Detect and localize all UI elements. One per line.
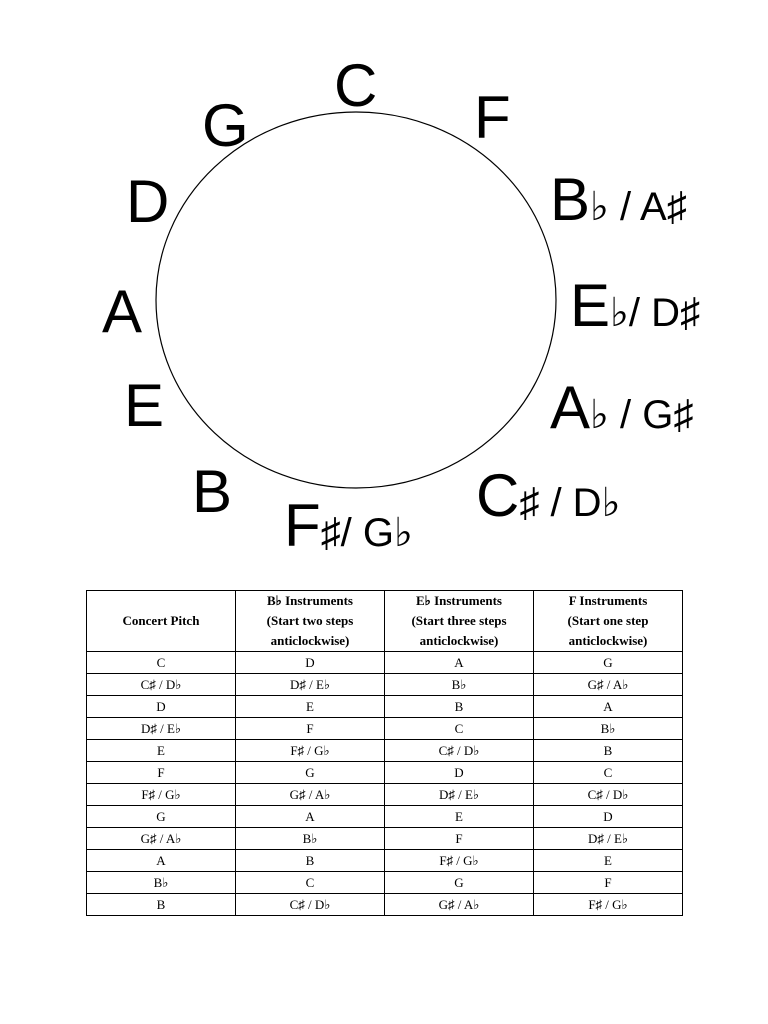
table-cell: D♯ / E♭ (385, 784, 534, 806)
note-aflat (550, 374, 694, 441)
table-cell: D♯ / E♭ (534, 828, 683, 850)
header-line: B♭ Instruments (267, 593, 353, 608)
note-letter: G (202, 92, 249, 159)
table-cell: G (534, 652, 683, 674)
note-c (334, 52, 378, 119)
header-line: anticlockwise) (419, 633, 499, 648)
note-letter: A (550, 374, 591, 441)
note-letter: D (126, 168, 170, 235)
note-accidental: ♭ (590, 185, 609, 229)
table-row (87, 828, 683, 850)
note-letter: B (192, 458, 233, 525)
table-cell: A (385, 652, 534, 674)
table-cell: F (87, 762, 236, 784)
table-cell: B♭ (236, 828, 385, 850)
table-cell: D (534, 806, 683, 828)
table-row (87, 894, 683, 916)
table-cell: G♯ / A♭ (236, 784, 385, 806)
table-cell: F (236, 718, 385, 740)
note-enharmonic: / D♯ (628, 291, 701, 335)
transposition-table (86, 590, 683, 916)
note-letter: A (102, 278, 143, 345)
note-fsharp (284, 492, 413, 559)
note-accidental: ♭ (590, 393, 609, 437)
note-f (474, 84, 511, 151)
table-row (87, 696, 683, 718)
table-cell: D (385, 762, 534, 784)
table-cell: B♭ (534, 718, 683, 740)
header-line: F Instruments (568, 593, 648, 608)
note-b (192, 458, 233, 525)
table-row (87, 762, 683, 784)
note-letter: F (474, 84, 511, 151)
note-csharp (476, 462, 621, 529)
table-cell: C♯ / D♭ (385, 740, 534, 762)
note-letter: F (284, 492, 321, 559)
note-letter: E (570, 272, 611, 339)
header-line: anticlockwise) (270, 633, 350, 648)
note-letter: C (334, 52, 378, 119)
table-cell: G♯ / A♭ (385, 894, 534, 916)
table-cell: B (87, 894, 236, 916)
note-letter: B (550, 166, 591, 233)
table-cell: G (385, 872, 534, 894)
table-cell: B♭ (87, 872, 236, 894)
table-cell: A (236, 806, 385, 828)
table-row (87, 652, 683, 674)
header-line: (Start three steps (411, 613, 507, 628)
table-cell: G (87, 806, 236, 828)
table-cell: B♭ (385, 674, 534, 696)
note-accidental: ♭ (610, 291, 629, 335)
note-d (126, 168, 170, 235)
table-cell: E (87, 740, 236, 762)
table-cell: F (385, 828, 534, 850)
table-row (87, 872, 683, 894)
note-enharmonic: / G♯ (608, 393, 694, 437)
header-line: (Start two steps (266, 613, 354, 628)
header-line: anticlockwise) (568, 633, 648, 648)
table-row (87, 784, 683, 806)
table-cell: A (534, 696, 683, 718)
note-g (202, 92, 249, 159)
note-eflat (570, 272, 701, 339)
table-cell: E (534, 850, 683, 872)
table-cell: B (236, 850, 385, 872)
note-accidental: ♯ (320, 511, 341, 555)
table-cell: C (385, 718, 534, 740)
note-enharmonic: / G♭ (340, 511, 413, 555)
circle-outline (156, 112, 556, 488)
table-cell: C (534, 762, 683, 784)
header-line: (Start one step (567, 613, 649, 628)
table-cell: E (385, 806, 534, 828)
table-cell: D (87, 696, 236, 718)
table-cell: B (385, 696, 534, 718)
note-a (102, 278, 143, 345)
column-header (236, 591, 385, 652)
table-cell: F♯ / G♭ (87, 784, 236, 806)
table-cell: G♯ / A♭ (87, 828, 236, 850)
note-accidental: ♯ (519, 481, 540, 525)
note-enharmonic: / A♯ (608, 185, 687, 229)
header-line: E♭ Instruments (416, 593, 502, 608)
table-header-row (87, 591, 683, 652)
table-cell: F♯ / G♭ (534, 894, 683, 916)
table-cell: B (534, 740, 683, 762)
table-row (87, 674, 683, 696)
table-cell: C (87, 652, 236, 674)
note-bflat (550, 166, 687, 233)
table-row (87, 850, 683, 872)
table-cell: C♯ / D♭ (87, 674, 236, 696)
table-body (87, 652, 683, 916)
table-cell: G (236, 762, 385, 784)
note-letter: C (476, 462, 520, 529)
table-cell: F♯ / G♭ (385, 850, 534, 872)
table-cell: C (236, 872, 385, 894)
table-row (87, 740, 683, 762)
table-cell: G♯ / A♭ (534, 674, 683, 696)
table-cell: C♯ / D♭ (534, 784, 683, 806)
table-row (87, 718, 683, 740)
table-cell: F♯ / G♭ (236, 740, 385, 762)
header-line: Concert Pitch (122, 613, 200, 628)
column-header (385, 591, 534, 652)
table-row (87, 806, 683, 828)
table-cell: D♯ / E♭ (236, 674, 385, 696)
table-cell: A (87, 850, 236, 872)
note-enharmonic: / D♭ (539, 481, 621, 525)
table-cell: D♯ / E♭ (87, 718, 236, 740)
note-letter: E (124, 372, 165, 439)
column-header (534, 591, 683, 652)
table-cell: D (236, 652, 385, 674)
column-header (87, 591, 236, 652)
table-cell: E (236, 696, 385, 718)
note-e (124, 372, 165, 439)
table-cell: F (534, 872, 683, 894)
table-cell: C♯ / D♭ (236, 894, 385, 916)
